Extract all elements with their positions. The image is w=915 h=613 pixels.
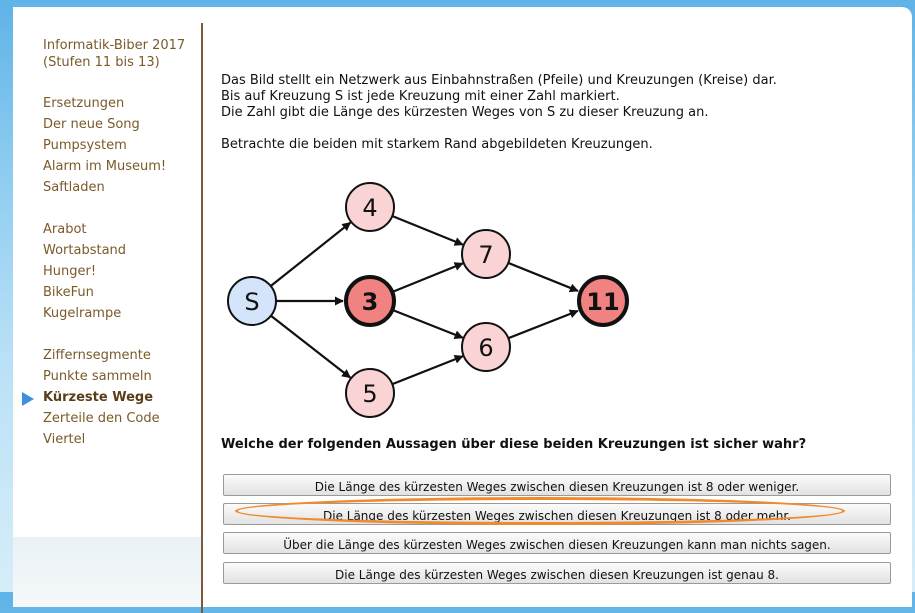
node-label-S: S (244, 288, 260, 316)
edge-S-n5 (271, 316, 350, 378)
active-item-arrow-icon (22, 392, 34, 406)
vertical-divider (201, 23, 203, 613)
nav-item-wortabstand[interactable]: Wortabstand (43, 243, 127, 258)
answer-option-4[interactable]: Die Länge des kürzesten Weges zwischen diesen Kreuzungen ist genau 8. (223, 562, 891, 584)
network-graph (216, 167, 636, 422)
node-label-n3: 3 (361, 288, 379, 316)
site-title-line2[interactable]: (Stufen 11 bis 13) (43, 55, 160, 70)
nav-item-viertel[interactable]: Viertel (43, 432, 86, 447)
nav-item-der-neue-song[interactable]: Der neue Song (43, 117, 140, 132)
edge-n3-n6 (392, 310, 462, 338)
node-S (228, 277, 276, 325)
nav-item-zerteile-den-code[interactable]: Zerteile den Code (43, 411, 160, 426)
edge-n6-n11 (508, 311, 578, 338)
node-n7 (462, 230, 510, 278)
nav-item-ersetzungen[interactable]: Ersetzungen (43, 96, 125, 111)
page-container (13, 7, 912, 607)
nav-group-2 (43, 219, 126, 324)
node-n6 (462, 323, 510, 371)
node-n4 (346, 183, 394, 231)
edge-n4-n7 (392, 216, 463, 245)
answer-option-3[interactable]: Über die Länge des kürzesten Weges zwischen diesen Kreuzungen kann man nichts sagen. (223, 532, 891, 554)
task-description (221, 73, 901, 153)
edge-n7-n11 (508, 263, 578, 291)
edge-n3-n7 (392, 263, 463, 292)
nav-item-saftladen[interactable]: Saftladen (43, 180, 105, 195)
node-label-n6: 6 (478, 334, 494, 362)
nav-item-ziffernsegmente[interactable]: Ziffernsegmente (43, 348, 151, 363)
question-text: Welche der folgenden Aussagen über diese beiden Kreuzungen ist sicher wahr? (221, 437, 807, 452)
sidebar-footer (13, 537, 201, 607)
intro-line-3: Die Zahl gibt die Länge des kürzesten Weges von S zu dieser Kreuzung an. (221, 105, 709, 120)
answer-option-1[interactable]: Die Länge des kürzesten Weges zwischen diesen Kreuzungen ist 8 oder weniger. (223, 474, 891, 496)
nav-item-arabot[interactable]: Arabot (43, 222, 87, 237)
node-label-n11: 11 (586, 288, 620, 316)
node-n3 (346, 277, 394, 325)
graph-edges (271, 216, 578, 384)
nav-group-3 (43, 345, 160, 450)
intro-line-4: Betrachte die beiden mit starkem Rand abgebildeten Kreuzungen. (221, 137, 653, 152)
node-n5 (346, 369, 394, 417)
edge-n5-n6 (392, 356, 462, 384)
site-title-line1[interactable]: Informatik-Biber 2017 (43, 38, 186, 53)
nav-group-1 (43, 93, 166, 198)
edge-S-n4 (271, 223, 351, 286)
nav-item-punkte-sammeln[interactable]: Punkte sammeln (43, 369, 152, 384)
intro-line-2: Bis auf Kreuzung S ist jede Kreuzung mit einer Zahl markiert. (221, 89, 620, 104)
nav-item-kugelrampe[interactable]: Kugelrampe (43, 306, 122, 321)
nav-item-kuerzeste-wege[interactable]: Kürzeste Wege (43, 390, 154, 405)
node-label-n5: 5 (362, 380, 378, 408)
node-n11 (579, 277, 627, 325)
intro-line-1: Das Bild stellt ein Netzwerk aus Einbahnstraßen (Pfeile) und Kreuzungen (Kreise) dar. (221, 73, 777, 88)
node-label-n4: 4 (362, 194, 378, 222)
answer-option-2[interactable]: Die Länge des kürzesten Weges zwischen diesen Kreuzungen ist 8 oder mehr. (223, 503, 891, 525)
nav-item-hunger[interactable]: Hunger! (43, 264, 97, 279)
nav-item-pumpsystem[interactable]: Pumpsystem (43, 138, 127, 153)
nav-item-bikefun[interactable]: BikeFun (43, 285, 94, 300)
sidebar (13, 7, 201, 537)
nav-item-alarm-im-museum[interactable]: Alarm im Museum! (43, 159, 167, 174)
site-title[interactable] (43, 37, 185, 71)
node-label-n7: 7 (478, 241, 494, 269)
